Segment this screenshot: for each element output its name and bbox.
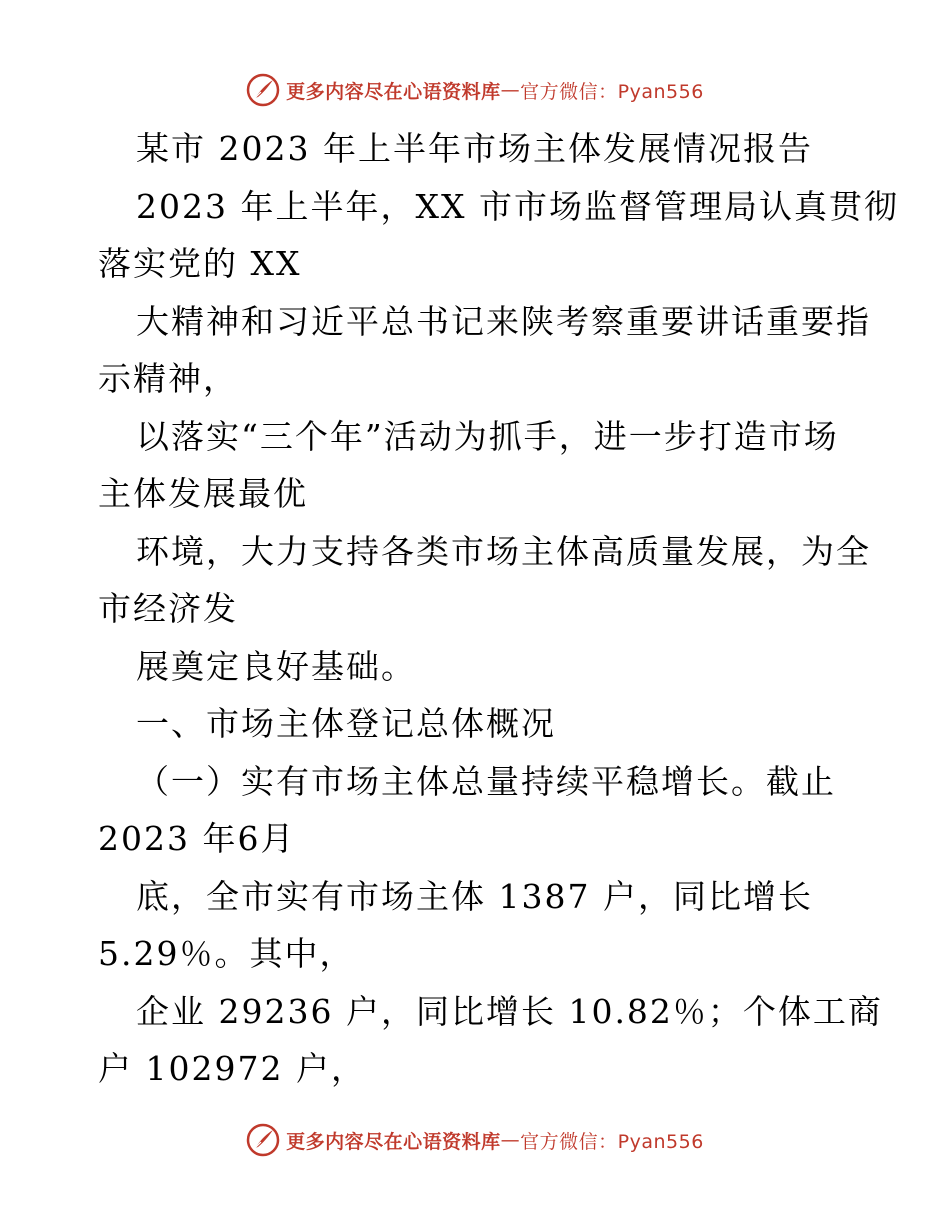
document-line: 以落实“三个年”活动为抓手，进一步打造市场 (136, 416, 839, 456)
document-line: 展奠定良好基础。 (136, 646, 416, 686)
document-line: 底，全市实有市场主体 1387 户，同比增长 (136, 876, 813, 916)
quill-logo-icon (246, 73, 280, 107)
document-line: 市经济发 (98, 589, 238, 628)
document-line: 企业 29236 户，同比增长 10.82％；个体工商 (136, 991, 883, 1031)
document-body (98, 120, 899, 1098)
watermark-brand-text: 更多内容尽在心语资料库 (286, 80, 501, 103)
footer-watermark (0, 1120, 950, 1160)
watermark-brand-text: 更多内容尽在心语资料库 (286, 1130, 501, 1153)
document-line: 某市 2023 年上半年市场主体发展情况报告 (136, 129, 813, 168)
document-line: 2023 年上半年，XX 市市场监督管理局认真贯彻 (136, 186, 899, 226)
document-line: 大精神和习近平总书记来陕考察重要讲话重要指 (136, 301, 871, 341)
watermark-separator: — (500, 1129, 521, 1151)
watermark-separator: — (500, 79, 521, 101)
header-watermark (0, 70, 950, 110)
watermark-contact-text: 官方微信：Pyan556 (520, 80, 704, 103)
document-line: 2023 年6月 (98, 819, 296, 858)
document-line: 环境，大力支持各类市场主体高质量发展，为全 (136, 531, 871, 571)
watermark-contact-text: 官方微信：Pyan556 (520, 1130, 704, 1153)
document-line: 5.29％。其中， (98, 934, 355, 973)
document-line: 主体发展最优 (98, 474, 308, 513)
quill-logo-icon (246, 1123, 280, 1157)
document-line: 户 102972 户， (98, 1049, 366, 1088)
document-line: 落实党的 XX (98, 244, 302, 283)
document-line: 一、市场主体登记总体概况 (136, 704, 556, 743)
document-line: （一）实有市场主体总量持续平稳增长。截止 (136, 761, 836, 801)
document-line: 示精神， (98, 359, 238, 398)
